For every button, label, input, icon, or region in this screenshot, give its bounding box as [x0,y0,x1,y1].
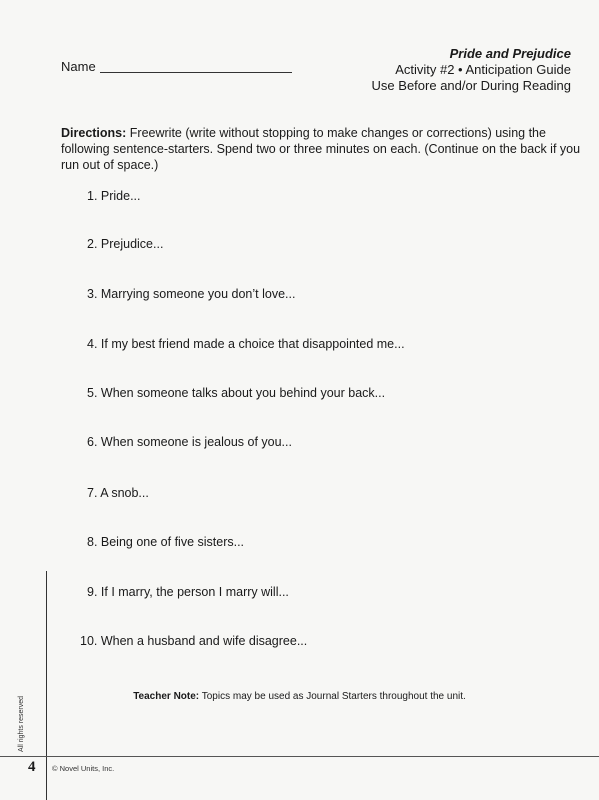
teacher-note [0,691,599,702]
copyright-notice: © Novel Units, Inc. [52,764,115,773]
margin-rule [46,571,47,800]
rights-notice: All rights reserved [18,695,25,752]
prompt-item-8: 8. Being one of five sisters... [87,535,245,549]
activity-label: Activity #2 • Anticipation Guide [395,62,571,77]
name-blank-line [100,72,292,73]
prompt-item-10: 10. When a husband and wife disagree... [80,634,308,648]
teacher-note-label: Teacher Note: [133,691,200,702]
directions-paragraph [61,125,581,173]
prompt-item-9: 9. If I marry, the person I marry will... [87,585,289,599]
teacher-note-text: Topics may be used as Journal Starters throughout the unit. [201,691,466,702]
prompt-item-3: 3. Marrying someone you don’t love... [87,287,296,301]
directions-label: Directions: [61,126,127,140]
prompt-item-7: 7. A snob... [87,486,149,500]
prompt-item-6: 6. When someone is jealous of you... [87,435,292,449]
prompt-item-5: 5. When someone talks about you behind your back... [87,386,386,400]
directions-text: Freewrite (write without stopping to make changes or corrections) using the following sentence-starters. Spend two or three minutes on each. (Continue on the back if you run out of space.) [61,126,581,172]
worksheet-header [372,46,571,94]
name-label: Name [61,59,96,74]
prompt-item-4: 4. If my best friend made a choice that disappointed me... [87,337,405,351]
usage-label: Use Before and/or During Reading [371,78,571,93]
prompt-item-2: 2. Prejudice... [87,237,164,251]
footer-rule [0,756,599,757]
book-title: Pride and Prejudice [449,46,571,61]
prompt-item-1: 1. Pride... [87,189,141,203]
page-number: 4 [28,759,36,775]
